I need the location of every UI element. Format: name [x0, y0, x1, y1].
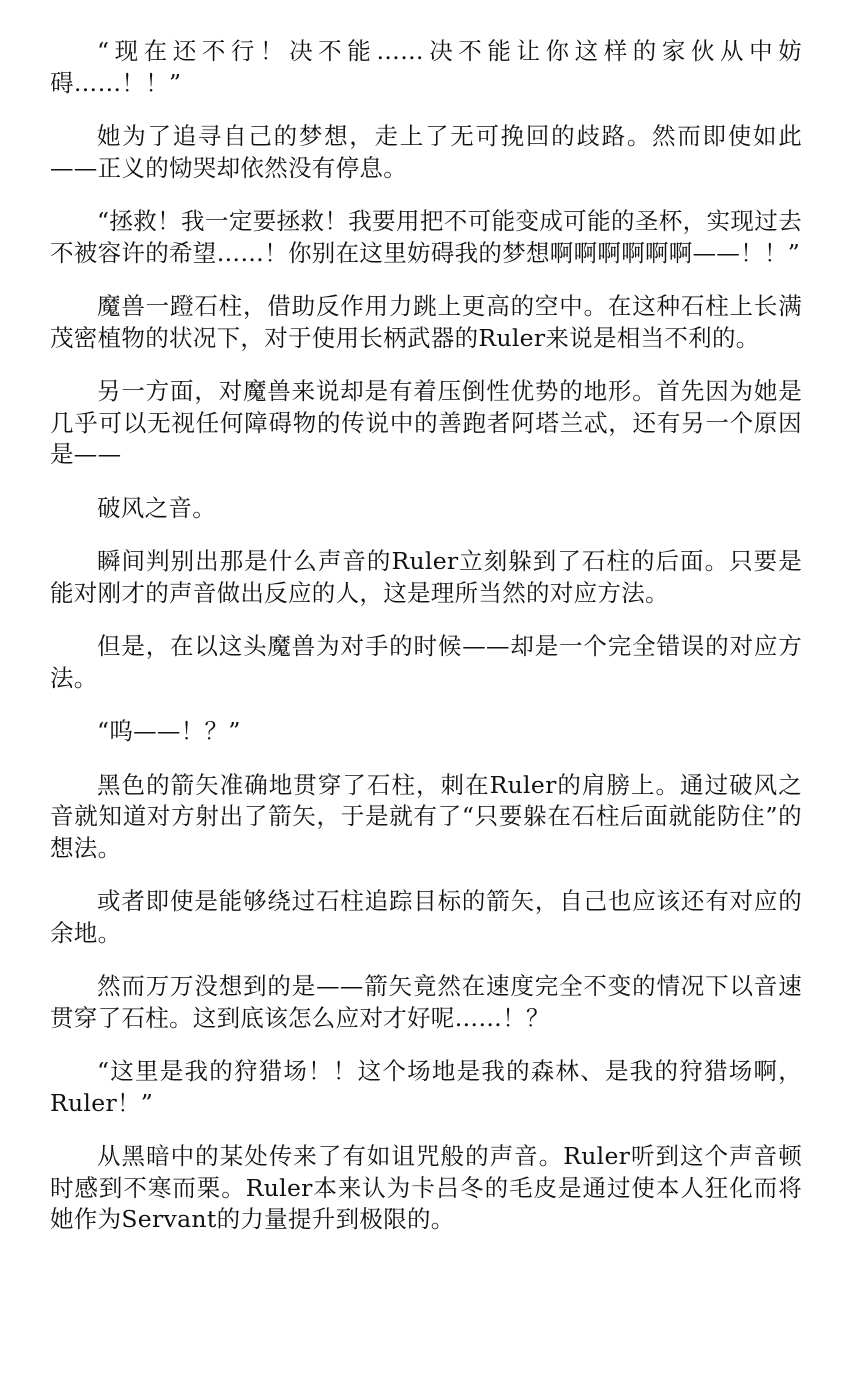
paragraph: 但是，在以这头魔兽为对手的时候——却是一个完全错误的对应方法。 [50, 632, 802, 692]
paragraph: 另一方面，对魔兽来说却是有着压倒性优势的地形。首先因为她是几乎可以无视任何障碍物的传说中的善跑者阿塔兰忒，还有另一个原因是—— [50, 377, 802, 468]
document-page [50, 36, 802, 1258]
paragraph: 她为了追寻自己的梦想，走上了无可挽回的歧路。然而即使如此——正义的恸哭却依然没有停息。 [50, 122, 802, 182]
paragraph: “呜——！？” [97, 717, 241, 745]
paragraph: 破风之音。 [97, 493, 216, 522]
paragraph: 从黑暗中的某处传来了有如诅咒般的声音。Ruler听到这个声音顿时感到不寒而栗。Ruler本来认为卡吕冬的毛皮是通过使本人狂化而将她作为Servant的力量提升到极限的。 [50, 1142, 802, 1233]
paragraph: “拯救！我一定要拯救！我要用把不可能变成可能的圣杯，实现过去不被容许的希望……！你别在这里妨碍我的梦想啊啊啊啊啊啊——！！” [50, 207, 802, 267]
paragraph: 黑色的箭矢准确地贯穿了石柱，刺在Ruler的肩膀上。通过破风之音就知道对方射出了箭矢，于是就有了“只要躲在石柱后面就能防住”的想法。 [50, 770, 802, 862]
paragraph: “这里是我的狩猎场！！这个场地是我的森林、是我的狩猎场啊，Ruler！” [50, 1057, 802, 1117]
paragraph: 然而万万没想到的是——箭矢竟然在速度完全不变的情况下以音速贯穿了石柱。这到底该怎么应对才好呢……！？ [50, 972, 802, 1032]
paragraph: “现在还不行！决不能……决不能让你这样的家伙从中妨碍……！！” [50, 37, 802, 97]
paragraph: 或者即使是能够绕过石柱追踪目标的箭矢，自己也应该还有对应的余地。 [50, 887, 802, 947]
paragraph: 瞬间判别出那是什么声音的Ruler立刻躲到了石柱的后面。只要是能对刚才的声音做出反应的人，这是理所当然的对应方法。 [50, 547, 802, 607]
paragraph: 魔兽一蹬石柱，借助反作用力跳上更高的空中。在这种石柱上长满茂密植物的状况下，对于使用长柄武器的Ruler来说是相当不利的。 [50, 292, 802, 352]
